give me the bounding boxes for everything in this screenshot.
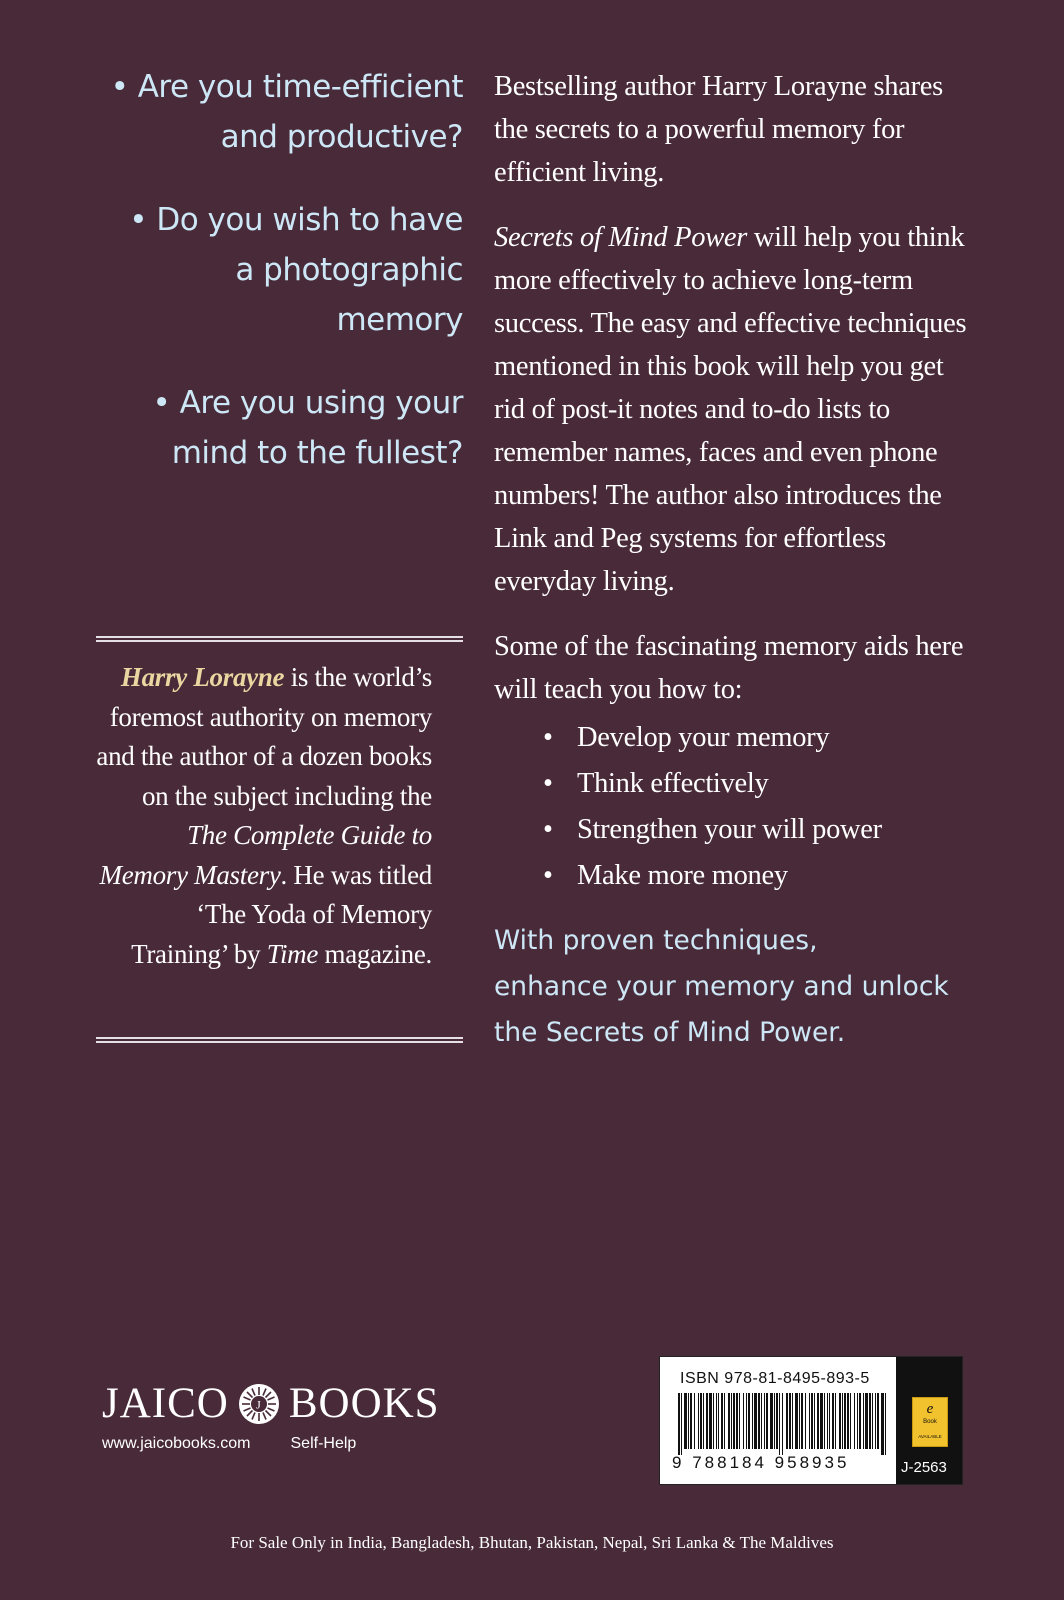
svg-text:J: J bbox=[256, 1397, 262, 1411]
bio-book-title: The Complete Guide to Memory Mastery bbox=[99, 820, 432, 890]
question-item bbox=[100, 195, 463, 345]
catalog-code: J-2563 bbox=[901, 1459, 947, 1476]
publisher-name bbox=[102, 1382, 440, 1425]
tagline-line: the Secrets of Mind Power. bbox=[494, 1017, 846, 1048]
double-rule-bottom bbox=[96, 1037, 463, 1043]
tagline bbox=[494, 918, 994, 1056]
aids-intro: Some of the fascinating memory aids here will teach you how to: bbox=[494, 631, 964, 705]
list-item: • Make more money bbox=[494, 853, 974, 899]
barcode-block bbox=[659, 1356, 963, 1485]
ebook-available: AVAILABLE bbox=[918, 1434, 942, 1439]
publisher-logo bbox=[102, 1382, 440, 1453]
barcode-digit-lead: 9 bbox=[672, 1453, 685, 1472]
bio-text: is the world’s foremost authority on memory and the author of a dozen books on the subject including the bbox=[96, 662, 432, 811]
barcode-bars bbox=[678, 1393, 886, 1455]
bio-text: . He was titled ‘The Yoda of Memory Training’ by bbox=[131, 859, 432, 969]
publisher-website: www.jaicobooks.com bbox=[102, 1435, 251, 1452]
sale-territory-notice: For Sale Only in India, Bangladesh, Bhutan, Pakistan, Nepal, Sri Lanka & The Maldives bbox=[230, 1533, 834, 1552]
question-bullets bbox=[100, 62, 463, 478]
book-description bbox=[494, 65, 974, 899]
book-title: Secrets of Mind Power bbox=[494, 222, 748, 253]
double-rule-top bbox=[96, 636, 463, 642]
memory-aids-list bbox=[494, 715, 974, 899]
isbn-label: ISBN 978-81-8495-893-5 bbox=[680, 1370, 870, 1387]
barcode-digit-group: 788184 bbox=[692, 1453, 767, 1472]
question-line: and productive? bbox=[220, 119, 463, 155]
book-genre: Self-Help bbox=[290, 1435, 357, 1452]
publisher-name-right: BOOKS bbox=[288, 1380, 440, 1427]
author-name: Harry Lorayne bbox=[120, 662, 285, 692]
question-line: a photographic memory bbox=[235, 252, 463, 338]
bio-magazine: Time bbox=[266, 938, 319, 969]
ebook-word: Book bbox=[923, 1419, 937, 1425]
question-line: • Do you wish to have bbox=[129, 202, 463, 238]
description-body bbox=[494, 216, 974, 603]
ebook-letter: e bbox=[926, 1401, 934, 1417]
question-line: mind to the fullest? bbox=[171, 435, 463, 471]
code-panel bbox=[896, 1357, 962, 1484]
list-item: • Develop your memory bbox=[494, 715, 974, 761]
description-intro: Bestselling author Harry Lorayne shares the secrets to a powerful memory for efficient living. bbox=[494, 71, 943, 188]
question-line: • Are you using your bbox=[152, 385, 463, 421]
barcode-digits bbox=[672, 1453, 887, 1473]
publisher-name-left: JAICO bbox=[102, 1380, 229, 1427]
barcode-digit-group: 958935 bbox=[774, 1453, 850, 1472]
question-item bbox=[100, 378, 463, 478]
question-line: • Are you time-efficient bbox=[110, 69, 463, 105]
list-item: • Think effectively bbox=[494, 761, 974, 807]
question-item bbox=[100, 62, 463, 162]
tagline-line: With proven techniques, bbox=[494, 925, 818, 956]
tagline-line: enhance your memory and unlock bbox=[494, 971, 949, 1002]
list-item: • Strengthen your will power bbox=[494, 807, 974, 853]
author-bio bbox=[96, 658, 432, 974]
sun-emblem-icon bbox=[239, 1384, 279, 1424]
ebook-badge-icon bbox=[912, 1397, 948, 1447]
bio-text: magazine. bbox=[318, 938, 432, 969]
description-body-text: will help you think more effectively to achieve long-term success. The easy and effective techniques mentioned in this book will help you get rid of post-it notes and to-do lists to remember names, faces and even phone numbers! The author also introduces the Link and Peg systems for effortless everyday living. bbox=[494, 222, 967, 597]
publisher-subline bbox=[102, 1435, 440, 1453]
